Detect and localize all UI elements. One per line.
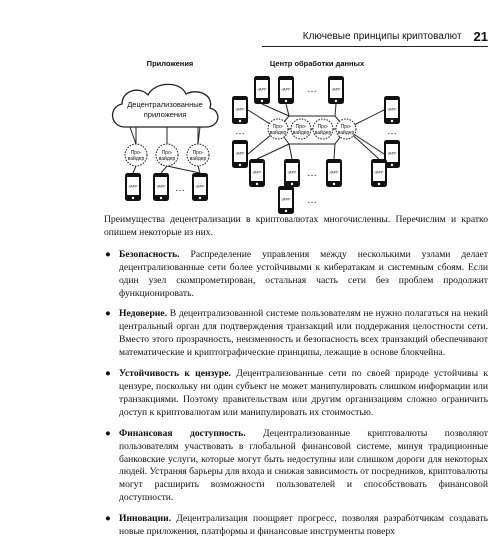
- decentralization-figure: [0, 0, 500, 220]
- smartphone-icon: [153, 173, 169, 201]
- connector-line: [133, 166, 136, 173]
- smartphone-icon: [328, 76, 344, 104]
- smartphone-icon: [249, 159, 265, 187]
- benefit-term: Финансовая доступность.: [119, 427, 246, 439]
- connector-line: [161, 166, 167, 173]
- connector-line: [130, 127, 136, 144]
- dapp-label: dAPP: [235, 151, 245, 156]
- benefit-item: [104, 249, 488, 301]
- bullet-icon: ●: [105, 248, 111, 260]
- dapp-label: dAPP: [235, 107, 245, 112]
- smartphone-icon: [371, 159, 387, 187]
- smartphone-icon: [254, 76, 270, 104]
- dapp-label: dAPP: [281, 197, 291, 202]
- page-number: 21: [473, 28, 488, 44]
- dapp-label: dAPP: [257, 87, 267, 92]
- benefit-term: Инновации.: [119, 513, 172, 525]
- cloud-label: Децентрализованные: [127, 100, 203, 109]
- dapp-label: dAPP: [281, 87, 291, 92]
- provider-label: вайдер: [189, 156, 207, 162]
- smartphone-icon: [384, 96, 400, 124]
- ellipsis-mark: …: [307, 195, 317, 206]
- smartphone-icon: [278, 186, 294, 214]
- connector-line: [286, 104, 289, 116]
- provider-label: вайдер: [337, 130, 355, 136]
- bullet-icon: ●: [105, 368, 111, 380]
- provider-label: вайдер: [269, 130, 287, 136]
- smartphone-icon: [232, 96, 248, 124]
- cloud-label: приложения: [143, 110, 187, 119]
- ellipsis-mark: …: [307, 168, 317, 179]
- connector-line: [262, 104, 289, 116]
- dapp-label: dAPP: [252, 170, 262, 175]
- benefit-text: Распределение управления между несколькими узлами делает децентрализованные сети более устойчивыми к кибератакам и системным сбоям. Если один узел скомпрометирован, остальная часть сети без проблем продолжит функционировать.: [119, 248, 488, 299]
- provider-label: вайдер: [158, 156, 176, 162]
- intro-paragraph: Преимущества децентрализации в криптовалютах многочисленны. Перечислим и кратко опишем некоторые из них.: [104, 214, 488, 238]
- dapp-label: dAPP: [128, 184, 138, 189]
- ellipsis-mark: …: [387, 126, 397, 137]
- dapp-label: dAPP: [329, 170, 339, 175]
- dapp-label: dAPP: [387, 107, 397, 112]
- smartphone-icon: [278, 76, 294, 104]
- connector-line: [334, 144, 335, 159]
- smartphone-icon: [125, 173, 141, 201]
- bullet-icon: ●: [105, 513, 111, 525]
- connector-line: [257, 144, 289, 159]
- ellipsis-mark: …: [235, 126, 245, 137]
- dapp-label: dAPP: [156, 184, 166, 189]
- benefits-list: [104, 249, 488, 539]
- header-title: Ключевые принципы криптовалют: [302, 30, 462, 42]
- benefit-term: Безопасность.: [119, 248, 180, 260]
- benefit-term: Недоверие.: [119, 308, 167, 320]
- dapp-label: dAPP: [374, 170, 384, 175]
- connector-line: [198, 166, 200, 173]
- ellipsis-mark: …: [175, 183, 185, 194]
- benefit-item: [104, 513, 488, 539]
- smartphone-icon: [192, 173, 208, 201]
- provider-label: Про-: [272, 124, 284, 130]
- provider-label: Про-: [295, 124, 307, 130]
- benefit-text: В децентрализованной системе пользователям не нужно полагаться на некий центральный орган для подтверждения транзакций или поддержания целостности сети. Вместо этого прозрачность, неизменность и безопасность всех транзакций обеспечивают математические и криптографические принципы, лежащие в основе блокчейна.: [119, 308, 488, 359]
- left-diagram-title: Приложения: [146, 59, 194, 68]
- provider-label: вайдер: [314, 130, 332, 136]
- smartphone-icon: [326, 159, 342, 187]
- connector-line: [167, 166, 200, 173]
- smartphone-icon: [284, 159, 300, 187]
- benefit-item: [104, 428, 488, 505]
- provider-label: Про-: [161, 150, 173, 156]
- bullet-icon: ●: [105, 427, 111, 439]
- dapp-label: dAPP: [331, 87, 341, 92]
- dapp-label: dAPP: [195, 184, 205, 189]
- provider-label: вайдер: [127, 156, 145, 162]
- provider-label: Про-: [340, 124, 352, 130]
- benefit-text: Децентрализованные сети по своей природе устойчивы к цензуре, поскольку ни один субъект не может манипулировать слишком информации или транзакциями. Поэтому правительствам или другим организациям сложно ограничить доступ к криптовалютам или манипулировать их стоимостью.: [119, 368, 488, 418]
- smartphone-icon: [232, 140, 248, 168]
- dapp-label: dAPP: [387, 151, 397, 156]
- right-diagram-title: Центр обработки данных: [269, 59, 365, 68]
- connector-line: [289, 144, 292, 159]
- benefit-text: Децентрализация поощряет прогресс, позволяя разработчикам создавать новые приложения, платформы и финансовые инструменты поверх: [119, 513, 488, 538]
- provider-label: Про-: [192, 150, 204, 156]
- provider-label: вайдер: [292, 130, 310, 136]
- bullet-icon: ●: [105, 308, 111, 320]
- connector-line: [335, 104, 336, 116]
- body-text: [104, 214, 488, 547]
- ellipsis-mark: …: [307, 84, 317, 95]
- benefit-text: Децентрализованные криптовалюты позволяют пользователям участвовать в глобальной финансовой системе, минуя традиционные банковские услуги, которые могут быть недоступны или слишком дороги для некоторых людей. Устраняя барьеры для входа и снижая зависимость от посредников, криптовалюты могут расширить возможности пользователей и способствовать финансовой доступности.: [119, 427, 488, 504]
- provider-label: Про-: [317, 124, 329, 130]
- dapp-label: dAPP: [287, 170, 297, 175]
- provider-label: Про-: [130, 150, 142, 156]
- benefit-item: [104, 368, 488, 420]
- benefit-term: Устойчивость к цензуре.: [119, 368, 231, 380]
- benefit-item: [104, 308, 488, 360]
